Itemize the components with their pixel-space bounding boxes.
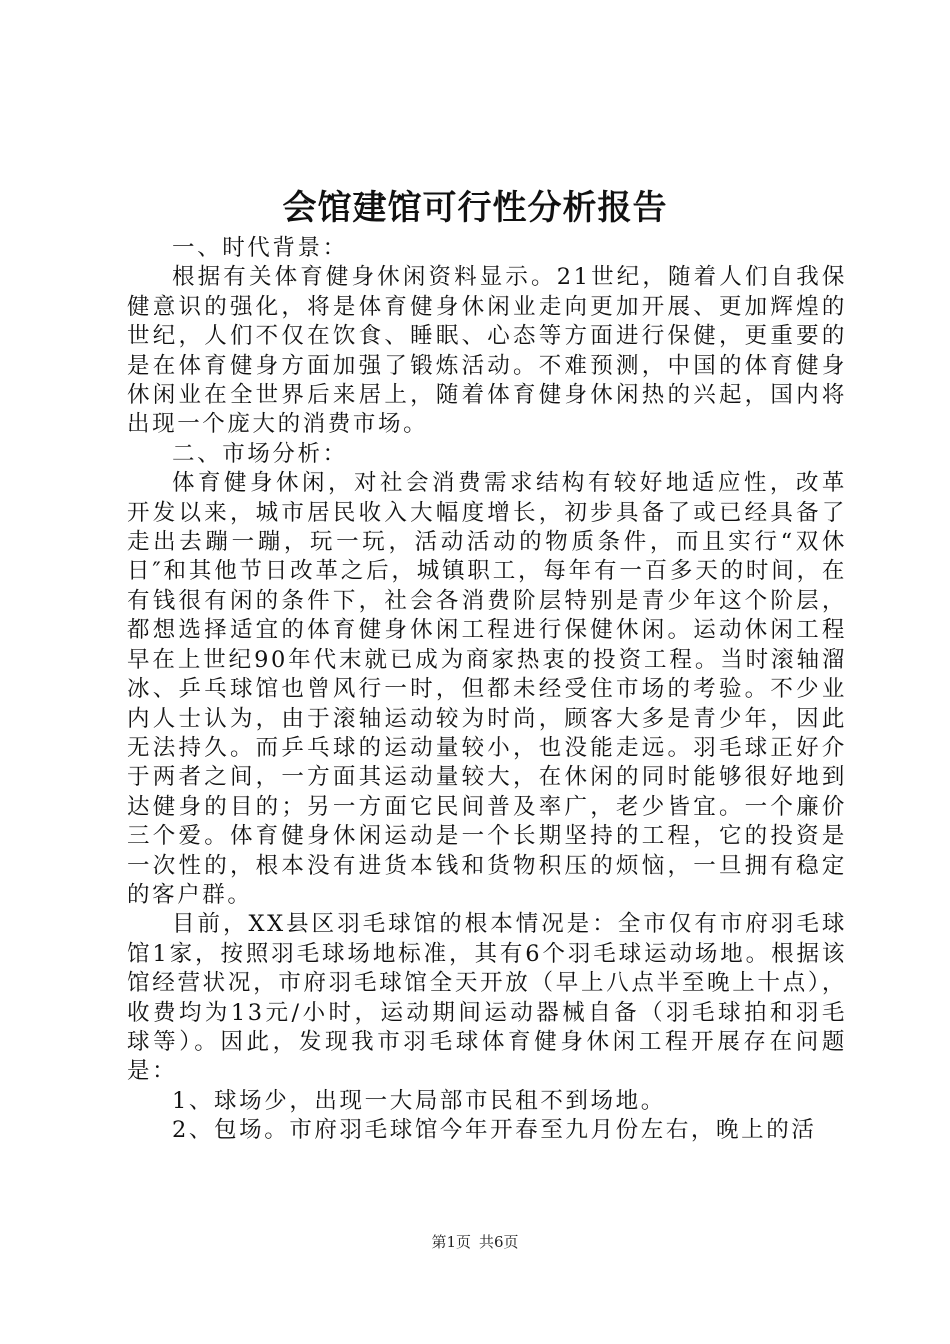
paragraph: 根据有关体育健身休闲资料显示。21世纪，随着人们自我保健意识的强化，将是体育健身休闲业走向更加开展、更加辉煌的世纪，人们不仅在饮食、睡眠、心态等方面进行保健，更重要的是在体育健身方面加强了锻炼活动。不难预测，中国的体育健身休闲业在全世界后来居上，随着体育健身休闲热的兴起，国内将出现一个庞大的消费市场。 xyxy=(127,264,847,438)
paragraph: 目前，XX县区羽毛球馆的根本情况是：全市仅有市府羽毛球馆1家，按照羽毛球场地标准，其有6个羽毛球运动场地。根据该馆经营状况，市府羽毛球馆全天开放（早上八点半至晚上十点），收费均为13元/小时，运动期间运动器械自备（羽毛球拍和羽毛球等）。因此，发现我市羽毛球体育健身休闲工程开展存在问题是： xyxy=(127,911,847,1085)
list-item: 1、球场少，出现一大局部市民租不到场地。 xyxy=(172,1087,666,1114)
page-footer xyxy=(0,1232,950,1252)
page-number: 第1页 xyxy=(431,1233,471,1251)
document-body xyxy=(127,234,847,1146)
section-heading: 一、时代背景： xyxy=(172,235,348,261)
paragraph: 体育健身休闲，对社会消费需求结构有较好地适应性，改革开发以来，城市居民收入大幅度增长，初步具备了或已经具备了走出去蹦一蹦，玩一玩，活动活动的物质条件，而且实行“双休日″和其他节日改革之后，城镇职工，每年有一百多天的时间，在有钱很有闲的条件下，社会各消费阶层特别是青少年这个阶层，都想选择适宜的体育健身休闲工程进行保健休闲。运动休闲工程早在上世纪90年代末就已成为商家热衷的投资工程。当时滚轴溜冰、乒乓球馆也曾风行一时，但都未经受住市场的考验。不少业内人士认为，由于滚轴运动较为时尚，顾客大多是青少年，因此无法持久。而乒乓球的运动量较小，也没能走远。羽毛球正好介于两者之间，一方面其运动量较大，在休闲的同时能够很好地到达健身的目的；另一方面它民间普及率广，老少皆宜。一个廉价三个爱。体育健身休闲运动是一个长期坚持的工程，它的投资是一次性的，根本没有进货本钱和货物积压的烦恼，一旦拥有稳定的客户群。 xyxy=(127,470,847,908)
list-item: 2、包场。市府羽毛球馆今年开春至九月份左右，晚上的活 xyxy=(172,1117,817,1144)
document-title: 会馆建馆可行性分析报告 xyxy=(282,188,668,228)
section-heading: 二、市场分析： xyxy=(172,440,348,467)
page-total: 共6页 xyxy=(479,1233,519,1251)
